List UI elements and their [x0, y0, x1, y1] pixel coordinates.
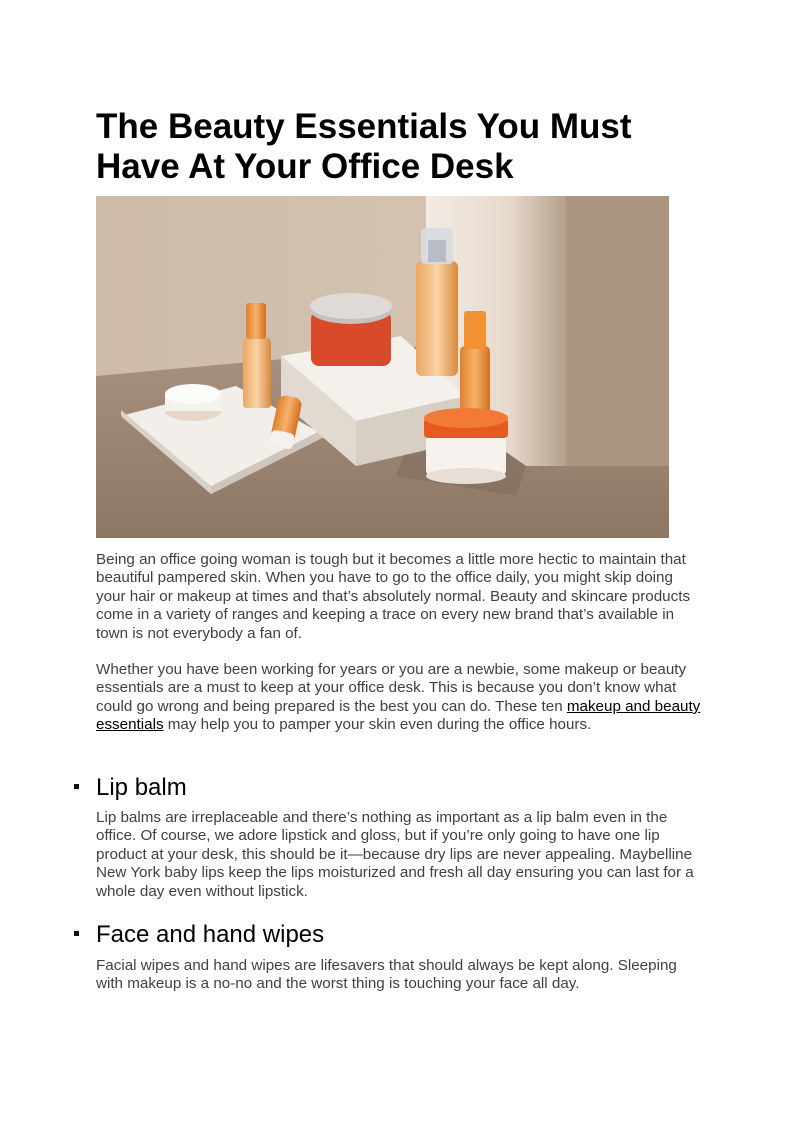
section-face-hand-wipes: [74, 921, 714, 949]
intro-paragraph-2-text-start: Whether you have been working for years or you are a newbie, some makeup or beauty essentials are a must to keep at your office desk. This is because you don’t know what could go wrong and being prepared is the best you can do. These ten: [96, 661, 687, 715]
section-body-lip-balm: Lip balms are irreplaceable and there’s nothing as important as a lip balm even in the office. Of course, we adore lipstick and gloss, but if you’re only going to have one lip product at your desk, this should be it—because dry lips are never appealing. Maybelline New York baby lips keep the lips moisturized and fresh all day ensuring you can last for a whole day even without lipstick.: [96, 809, 694, 900]
intro-paragraph-1: Being an office going woman is tough but it becomes a little more hectic to maintain that beautiful pampered skin. When you have to go to the office daily, you might skip doing your hair or makeup at times and that’s absolutely normal. Beauty and skincare products come in a variety of ranges and keeping a trace on every new brand that’s available in town is not everybody a fan of.: [96, 551, 691, 642]
section-lip-balm: [74, 774, 714, 802]
intro-paragraph-2-text-end: may help you to pamper your skin even during the office hours.: [163, 716, 592, 734]
section-heading-face-hand-wipes: Face and hand wipes: [96, 921, 325, 948]
article-title: The Beauty Essentials You Must Have At Your Office Desk: [96, 107, 632, 186]
section-body-face-hand-wipes: Facial wipes and hand wipes are lifesavers that should always be kept along. Sleeping with makeup is a no-no and the worst thing is touching your face all day.: [96, 957, 677, 993]
section-heading-lip-balm: Lip balm: [96, 774, 187, 801]
hero-photo-beauty-products: [96, 196, 669, 538]
intro-paragraph-2: [96, 661, 706, 735]
bullet-marker: [74, 784, 79, 789]
makeup-essentials-link[interactable]: makeup and beauty essentials: [96, 697, 701, 734]
bullet-marker: [74, 931, 79, 936]
